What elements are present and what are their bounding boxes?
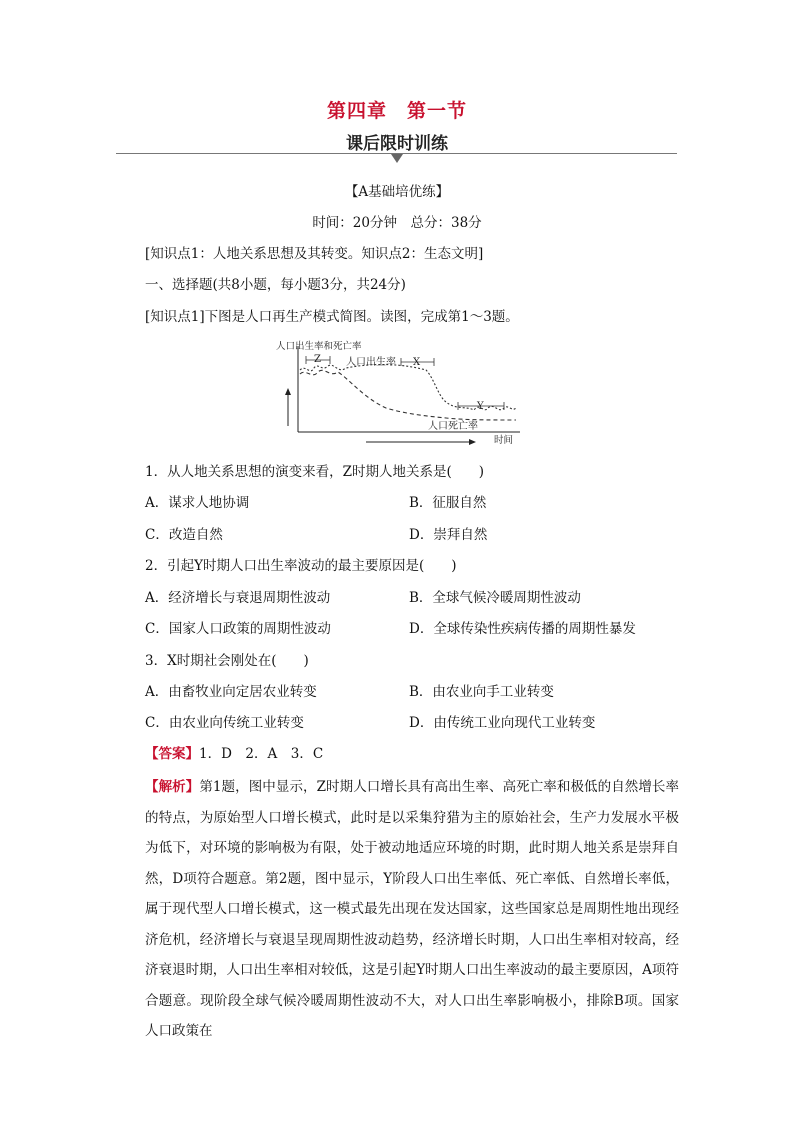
question-option: C．由农业向传统工业转变 [145,715,304,731]
answer-line [145,746,323,762]
figure-svg [276,336,526,448]
knowledge-points: [知识点1：人地关系思想及其转变。知识点2：生态文明] [145,246,484,262]
part-title: 一、选择题(共8小题，每小题3分，共24分) [145,277,406,293]
question-option: A．谋求人地协调 [145,495,250,511]
section-label: 【A基础培优练】 [344,184,450,200]
death-rate-curve [300,370,516,420]
question-stem: 1．从人地关系思想的演变来看，Z时期人地关系是( ) [145,464,485,480]
question-option: A．由畜牧业向定居农业转变 [145,684,317,700]
death-rate-label: 人口死亡率 [428,421,478,432]
answer-tag: 【答案】 [145,746,199,762]
question-option: C．改造自然 [145,527,223,543]
question-option: D．崇拜自然 [409,527,488,543]
time-score-line: 时间：20分钟 总分：38分 [312,215,482,231]
question-option: B．全球气候冷暖周期性波动 [409,590,581,606]
divider-triangle-icon [391,154,403,163]
z-marker: Z [314,354,321,365]
x-axis-label: 时间 [494,435,514,446]
analysis-text: 第1题，图中显示，Z时期人口增长具有高出生率、高死亡率和极低的自然增长率的特点，为原始型人口增长模式，此时是以采集狩猎为主的原始社会，生产力发展水平极为低下，对环境的影响极为有限，处于被动地适应环境的时期，此时期人地关系是崇拜自然，D项符合题意。第2题，图中显示，Y阶段人口出生率低、死亡率低、自然增长率低，属于现代型人口增长模式，这一模式最先出现在发达国家，这些国家总是周期性地出现经济危机，经济增长与衰退呈现周期性波动趋势，经济增长时期，人口出生率相对较高，经济衰退时期，人口出生率相对较低，这是引起Y时期人口出生率波动的最主要原因，A项符合题意。现阶段全球气候冷暖周期性波动不大，对人口出生率影响极小，排除B项。国家人口政策在 [145,779,680,1039]
question-option: A．经济增长与衰退周期性波动 [145,590,331,606]
birth-rate-label: 人口出生率 [346,357,396,368]
analysis-tag: 【解析】 [145,779,200,795]
analysis-paragraph [145,772,679,1047]
question-option: D．全球传染性疾病传播的周期性暴发 [409,621,636,637]
question-option: B．征服自然 [409,495,487,511]
y-marker: Y [477,401,484,412]
question-option: D．由传统工业向现代工业转变 [409,715,596,731]
population-reproduction-figure [276,336,526,448]
question-stem: 3．X时期社会刚处在( ) [145,653,309,669]
answer-text: 1．D 2．A 3．C [199,746,324,762]
y-axis-label: 人口出生率和死亡率 [276,341,362,352]
question-stem: 2．引起Y时期人口出生率波动的最主要原因是( ) [145,558,457,574]
page-subtitle: 课后限时训练 [346,134,448,154]
question-intro: [知识点1]下图是人口再生产模式简图。读图，完成第1～3题。 [145,309,519,325]
question-option: C．国家人口政策的周期性波动 [145,621,331,637]
x-marker: X [413,357,421,368]
question-option: B．由农业向手工业转变 [409,684,554,700]
chapter-title: 第四章 第一节 [326,100,467,122]
